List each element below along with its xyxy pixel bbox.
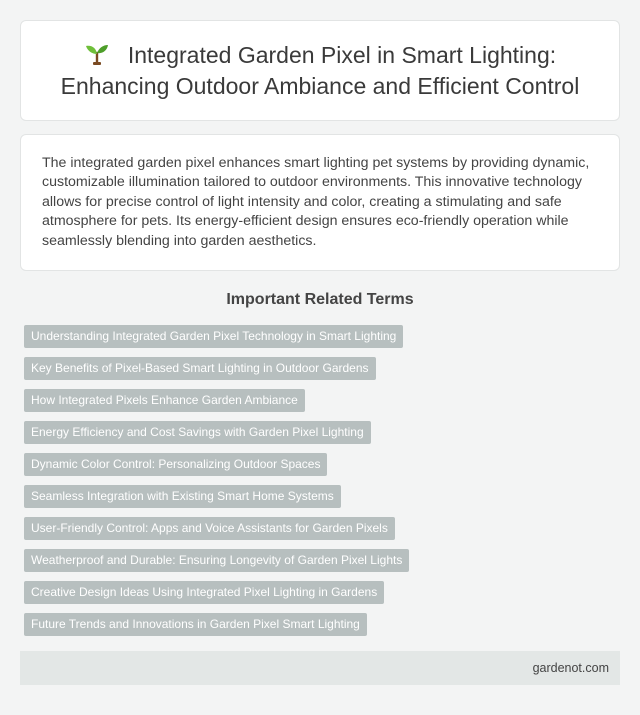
related-term-tag[interactable]: Energy Efficiency and Cost Savings with Garden Pixel Lighting [24, 421, 371, 444]
title-card [20, 20, 620, 121]
description-card [20, 134, 620, 271]
related-term-tag[interactable]: Seamless Integration with Existing Smart Home Systems [24, 485, 341, 508]
related-term-tag[interactable]: Future Trends and Innovations in Garden Pixel Smart Lighting [24, 613, 367, 636]
footer [20, 651, 620, 685]
related-term-tag[interactable]: Understanding Integrated Garden Pixel Technology in Smart Lighting [24, 325, 403, 348]
page-title-text: Integrated Garden Pixel in Smart Lighting: Enhancing Outdoor Ambiance and Efficient Control [60, 41, 580, 99]
related-term-tag[interactable]: User-Friendly Control: Apps and Voice Assistants for Garden Pixels [24, 517, 395, 540]
related-term-tag[interactable]: How Integrated Pixels Enhance Garden Ambiance [24, 389, 305, 412]
related-term-tag[interactable]: Weatherproof and Durable: Ensuring Longevity of Garden Pixel Lights [24, 549, 409, 572]
related-term-tag[interactable]: Dynamic Color Control: Personalizing Outdoor Spaces [24, 453, 327, 476]
sprout-icon [84, 43, 110, 65]
page-title [41, 40, 599, 102]
related-term-tag[interactable]: Key Benefits of Pixel-Based Smart Lighting in Outdoor Gardens [24, 357, 376, 380]
related-terms-heading: Important Related Terms [226, 291, 414, 308]
description-text: The integrated garden pixel enhances smart lighting pet systems by providing dynamic, customizable illumination tailored to outdoor environments. This innovative technology allows for precise control of light intensity and color, creating a stimulating and safe atmosphere for pets. Its energy-efficient design ensures eco-friendly operation while seamlessly blending into garden aesthetics. [42, 155, 590, 249]
related-term-tag[interactable]: Creative Design Ideas Using Integrated Pixel Lighting in Gardens [24, 581, 384, 604]
footer-site-link[interactable]: gardenot.com [532, 661, 609, 675]
related-terms-list [24, 325, 624, 645]
